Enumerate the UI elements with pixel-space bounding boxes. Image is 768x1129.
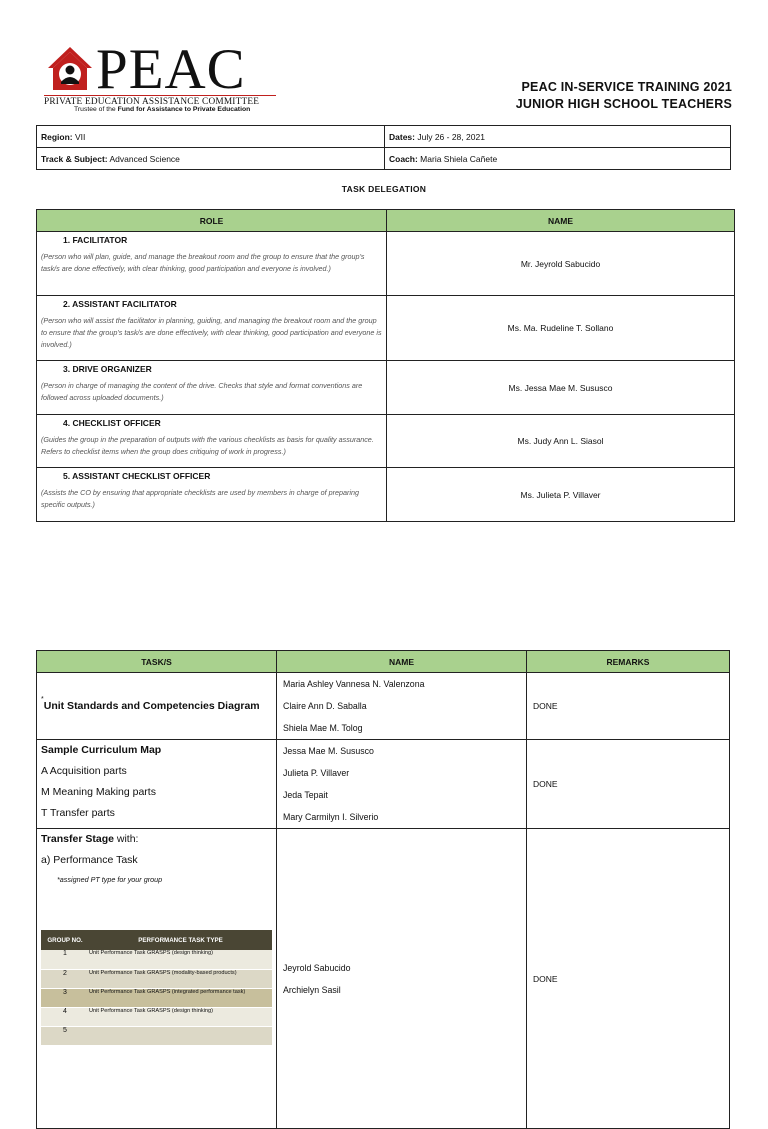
region-cell: Region: VII: [37, 126, 385, 148]
role-title: 3. DRIVE ORGANIZER: [63, 364, 152, 374]
role-description: (Person who will assist the facilitator in planning, guiding, and managing the breakout room and the group to ensure that the group’s task/s are done effectively, with clear thinking, good participation and everyone is involved.): [41, 316, 382, 349]
task-cell: *Unit Standards and Competencies Diagram: [37, 673, 277, 740]
role-description: (Person who will plan, guide, and manage the breakout room and the group to ensure that the group’s task/s are done effectively, with clear thinking, good participation and everyone is involved.): [41, 252, 365, 273]
role-name-cell: Ms. Ma. Rudeline T. Sollano: [387, 296, 735, 361]
role-title: 4. CHECKLIST OFFICER: [63, 418, 161, 428]
task-subline: a) Performance Task: [41, 854, 138, 866]
remarks-cell: DONE: [527, 673, 730, 740]
role-name-cell: Mr. Jeyrold Sabucido: [387, 232, 735, 296]
pt-row: 5: [41, 1026, 272, 1045]
role-column-header: ROLE: [37, 210, 387, 232]
task-delegation-heading: TASK DELEGATION: [341, 184, 427, 194]
remarks-cell: DONE: [527, 740, 730, 829]
task-names-cell: [277, 829, 527, 1129]
role-title: 2. ASSISTANT FACILITATOR: [63, 299, 177, 309]
logo-subtitle: PRIVATE EDUCATION ASSISTANCE COMMITTEE: [44, 95, 276, 107]
dates-cell: Dates: July 26 - 28, 2021: [385, 126, 731, 148]
training-title: [516, 79, 732, 113]
task-title: Sample Curriculum Map: [41, 744, 162, 756]
training-title-line2: JUNIOR HIGH SCHOOL TEACHERS: [515, 97, 732, 111]
member-name: Jeyrold Sabucido: [283, 962, 351, 973]
task-subline: M Meaning Making parts: [41, 786, 156, 798]
pt-row: 2 Unit Performance Task GRASPS (modality-based products): [41, 969, 272, 988]
logo-tagline: Trustee of the Fund for Assistance to Private Education: [74, 106, 251, 113]
task-subline: T Transfer parts: [41, 807, 115, 819]
track-subject-cell: Track & Subject: Advanced Science: [37, 148, 385, 170]
task-names-cell: [277, 673, 527, 740]
task-column-header: TASK/S: [37, 651, 277, 673]
member-name: Mary Carmilyn I. Silverio: [283, 812, 379, 822]
training-title-line1: PEAC IN-SERVICE TRAINING 2021: [521, 80, 732, 94]
task-row: [37, 740, 730, 829]
pt-row: 4 Unit Performance Task GRASPS (design thinking): [41, 1007, 272, 1026]
task-title: Unit Standards and Competencies Diagram: [43, 699, 260, 712]
member-name: Jessa Mae M. Sususco: [283, 746, 374, 756]
role-cell: [37, 232, 387, 296]
task-title: Transfer Stage with:: [41, 833, 139, 845]
logo-wordmark: PEAC: [96, 38, 246, 101]
task-row: [37, 829, 730, 1129]
role-description: (Guides the group in the preparation of outputs with the various checklists as basis for quality assurance. Refers to checklist items when the group does critiquing of work in progress.): [41, 435, 374, 456]
role-cell: [37, 415, 387, 468]
group-no-header: GROUP NO.: [41, 930, 89, 950]
peac-house-logo-icon: [44, 44, 96, 92]
role-cell: [37, 361, 387, 415]
role-row: [37, 296, 735, 361]
member-name: Claire Ann D. Saballa: [283, 701, 367, 711]
pt-type-header: PERFORMANCE TASK TYPE: [89, 930, 272, 950]
peac-logo: [44, 38, 284, 114]
coach-cell: Coach: Maria Shiela Cañete: [385, 148, 731, 170]
remarks-column-header: REMARKS: [527, 651, 730, 673]
pt-row: 3 Unit Performance Task GRASPS (integrated performance task): [41, 988, 272, 1007]
member-name: Jeda Tepait: [283, 790, 328, 800]
member-name: Shiela Mae M. Tolog: [283, 723, 363, 733]
role-row: [37, 232, 735, 296]
role-name-cell: Ms. Julieta P. Villaver: [387, 468, 735, 522]
member-name: Archielyn Sasil: [283, 984, 341, 995]
task-cell: [37, 740, 277, 829]
pt-row: 1 Unit Performance Task GRASPS (design thinking): [41, 950, 272, 969]
role-title: 1. FACILITATOR: [63, 235, 128, 245]
role-name-cell: Ms. Judy Ann L. Siasol: [387, 415, 735, 468]
roles-table: [36, 209, 735, 522]
tasks-table: [36, 650, 730, 1129]
role-cell: [37, 296, 387, 361]
role-row: [37, 468, 735, 522]
role-row: [37, 415, 735, 468]
remarks-cell: DONE: [527, 829, 730, 1129]
performance-task-type-table: [41, 930, 272, 1046]
role-description: (Assists the CO by ensuring that appropriate checklists are used by members in charge of preparing specific outputs.): [41, 488, 360, 509]
role-description: (Person in charge of managing the content of the drive. Checks that style and format conventions are followed across uploaded documents.): [41, 381, 363, 402]
info-table: [36, 125, 731, 170]
member-name: Julieta P. Villaver: [283, 768, 350, 778]
task-cell: [37, 829, 277, 1129]
task-subline: A Acquisition parts: [41, 765, 127, 777]
role-cell: [37, 468, 387, 522]
name-column-header: NAME: [387, 210, 735, 232]
member-name: Maria Ashley Vannesa N. Valenzona: [283, 679, 425, 689]
task-names-cell: [277, 740, 527, 829]
role-name-cell: Ms. Jessa Mae M. Sususco: [387, 361, 735, 415]
task-row: [37, 673, 730, 740]
role-title: 5. ASSISTANT CHECKLIST OFFICER: [63, 471, 211, 481]
task-note: *assigned PT type for your group: [57, 875, 163, 884]
role-row: [37, 361, 735, 415]
task-name-column-header: NAME: [277, 651, 527, 673]
